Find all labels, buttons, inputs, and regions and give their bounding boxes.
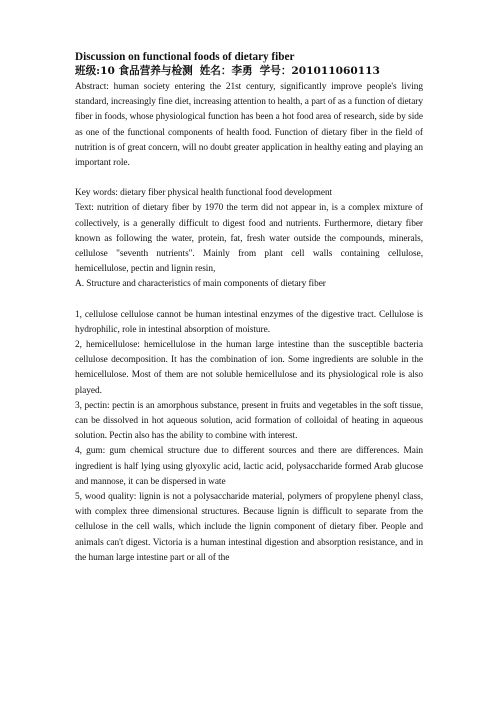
spacer <box>75 171 423 186</box>
abstract-paragraph: Abstract: human society entering the 21st century, significantly improve people's living standard, increasingly fine diet, increasing attention to health, a part of as a function of dietary fiber in foods, whose physiological function has been a hot food area of research, side by side as one of the functional components of health food. Function of dietary fiber in the field of nutrition is of great concern, will no doubt greater application in healthy eating and playing an important role. <box>75 82 423 169</box>
spacer <box>75 293 423 308</box>
document-title: Discussion on functional foods of dietary fiber <box>75 51 295 63</box>
class-info-line <box>75 64 423 79</box>
item-gum: 4, gum: gum chemical structure due to different sources and there are differences. Main ingredient is half lying using glyoxylic acid, lactic acid, polysaccharide formed Arab glucose and mannose, it can be dispersed in wate <box>75 446 423 487</box>
student-name: 姓名：李勇 <box>199 65 253 77</box>
class-label: 班级:10 食品营养与检测 <box>75 65 193 77</box>
item-cellulose: 1, cellulose cellulose cannot be human intestinal enzymes of the digestive tract. Cellulose is hydrophilic, role in intestinal absorption of moisture. <box>75 309 423 335</box>
item-pectin: 3, pectin: pectin is an amorphous substance, present in fruits and vegetables in the soft tissue, can be dissolved in hot aqueous solution, acid formation of colloidal of heating in aqueous solution. Pectin also has the ability to combine with interest. <box>75 400 423 442</box>
keywords-paragraph: Key words: dietary fiber physical health functional food development <box>75 188 333 199</box>
text-paragraph: Text: nutrition of dietary fiber by 1970 the term did not appear in, is a complex mixture of collectively, is a generally difficult to digest food and nutrients. Furthermore, dietary fiber known as following the water, protein, fat, fresh water outside the compounds, minerals, cellulose "seventh nutrients". Mainly from plant cell walls containing cellulose, hemicellulose, pectin and lignin resin, <box>75 203 423 275</box>
item-lignin: 5, wood quality: lignin is not a polysaccharide material, polymers of propylene phenyl class, with complex three dimensional structures. Because lignin is difficult to separate from the cellulose in the cell walls, which include the lignin component of dietary fiber. People and animals can't digest. Victoria is a human intestinal digestion and absorption resistance, and in the human large intestine part or all of the <box>75 492 423 563</box>
student-id: 学号：201011060113 <box>259 65 380 77</box>
item-hemicellulose: 2, hemicellulose: hemicellulose in the human large intestine than the susceptible bacteria cellulose decomposition. It has the combination of ion. Some ingredients are soluble in the hemicellulose. Most of them are not soluble hemicellulose and its physiological role is also played. <box>75 340 423 396</box>
document-content <box>75 50 423 566</box>
section-a-heading: A. Structure and characteristics of main components of dietary fiber <box>75 279 326 290</box>
